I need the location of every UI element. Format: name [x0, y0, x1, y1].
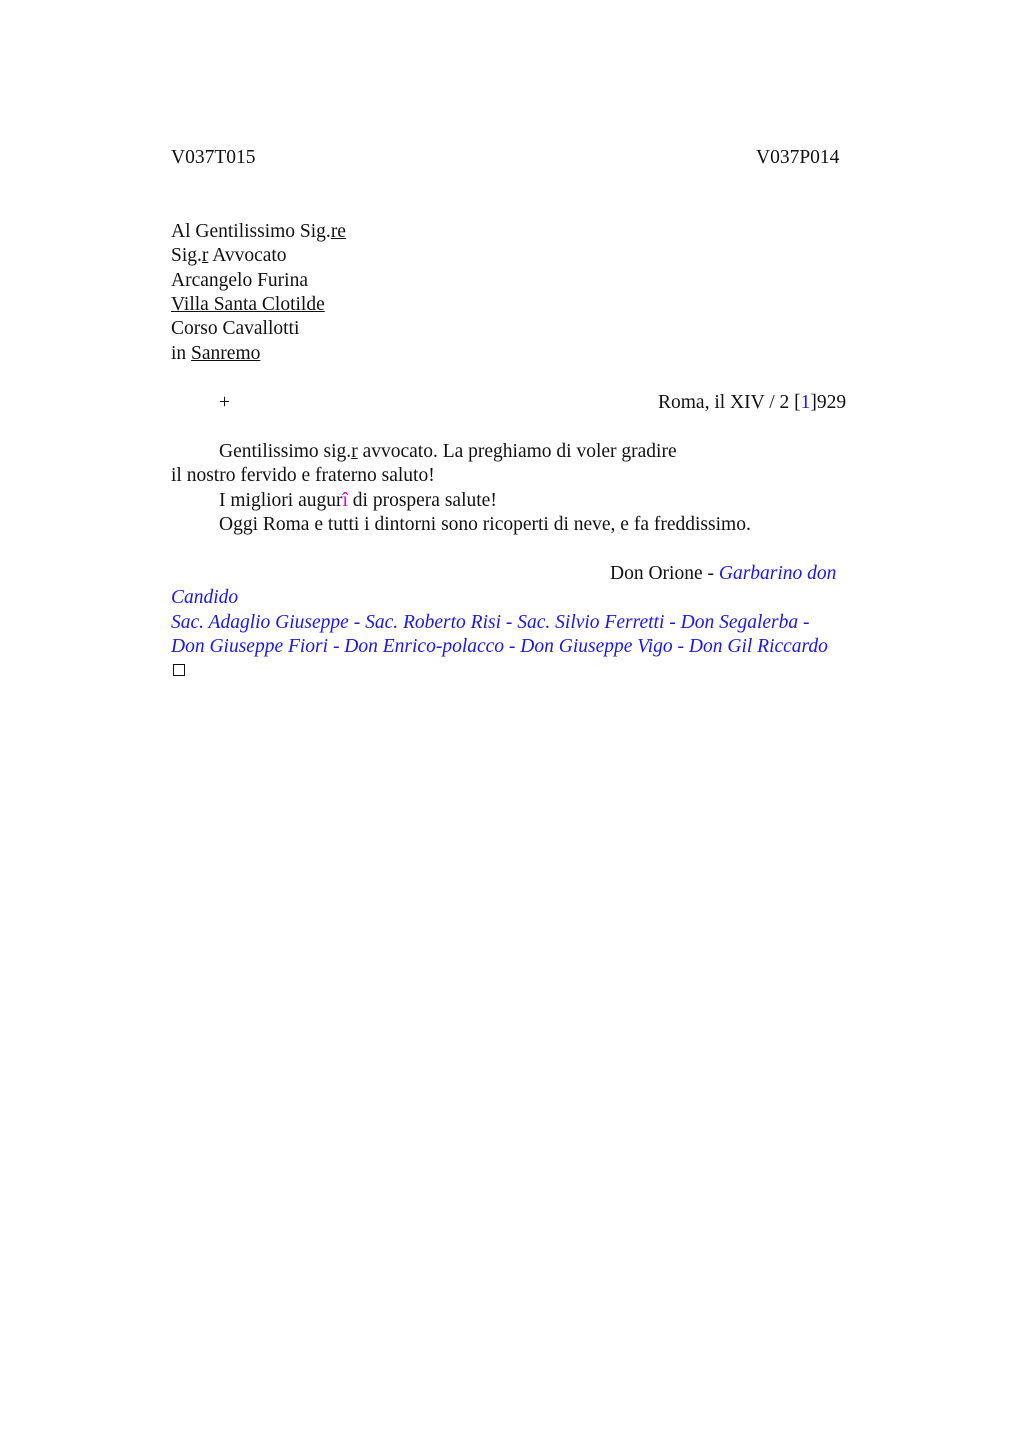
- signature-italic-1: Garbarino don: [718, 563, 837, 584]
- address-line-6: [171, 342, 260, 366]
- body-p1-a: Gentilissimo sig.: [219, 441, 352, 462]
- document-code-left: V037T015: [171, 147, 256, 168]
- body-p2-accent: î: [342, 490, 348, 511]
- dateline-editorial-digit: 1: [800, 392, 811, 413]
- body-p1-b: avvocato. La preghiamo di voler gradire: [357, 441, 677, 462]
- end-marker-box: [173, 659, 185, 683]
- body-paragraph-1-line-2: il nostro fervido e fraterno saluto!: [171, 465, 435, 486]
- address-line-5: Corso Cavallotti: [171, 318, 300, 339]
- body-paragraph-2: [219, 489, 497, 513]
- address-line-2: [171, 244, 287, 268]
- dateline-suffix: ]929: [810, 392, 847, 413]
- body-paragraph-1-line-1: [219, 440, 677, 464]
- body-p2-b: di prospera salute!: [347, 490, 497, 511]
- address-line-2-abbrev: r: [201, 245, 209, 266]
- address-line-1: [171, 220, 346, 244]
- signature-line-1: [610, 562, 836, 586]
- body-paragraph-3: Oggi Roma e tutti i dintorni sono ricoperti di neve, e fa freddissimo.: [219, 514, 751, 535]
- address-city: Sanremo: [191, 343, 261, 364]
- address-line-1-text: Al Gentilissimo Sig.: [171, 221, 331, 242]
- cross-symbol: +: [219, 392, 230, 413]
- address-line-4: Villa Santa Clotilde: [171, 294, 325, 315]
- document-code-right: V037P014: [756, 147, 840, 168]
- dateline: [658, 391, 846, 415]
- address-line-2-rest: Avvocato: [208, 245, 287, 266]
- address-line-2-prefix: Sig.: [171, 245, 202, 266]
- address-line-3: Arcangelo Furina: [171, 270, 308, 291]
- signature-line-4: Don Giuseppe Fiori - Don Enrico-polacco - Don Giuseppe Vigo - Don Gil Riccardo: [171, 636, 828, 657]
- body-p2-a: I migliori augur: [219, 490, 343, 511]
- body-p1-abbrev: r: [351, 441, 358, 462]
- address-line-1-abbrev: re: [330, 221, 346, 242]
- end-square-icon: [173, 664, 185, 676]
- dateline-prefix: Roma, il XIV / 2 [: [658, 392, 801, 413]
- address-line-6-prefix: in: [171, 343, 192, 364]
- signature-don-orione: Don Orione -: [610, 563, 719, 584]
- signature-line-3: Sac. Adaglio Giuseppe - Sac. Roberto Risi - Sac. Silvio Ferretti - Don Segalerba -: [171, 612, 810, 633]
- signature-line-2: Candido: [171, 587, 239, 608]
